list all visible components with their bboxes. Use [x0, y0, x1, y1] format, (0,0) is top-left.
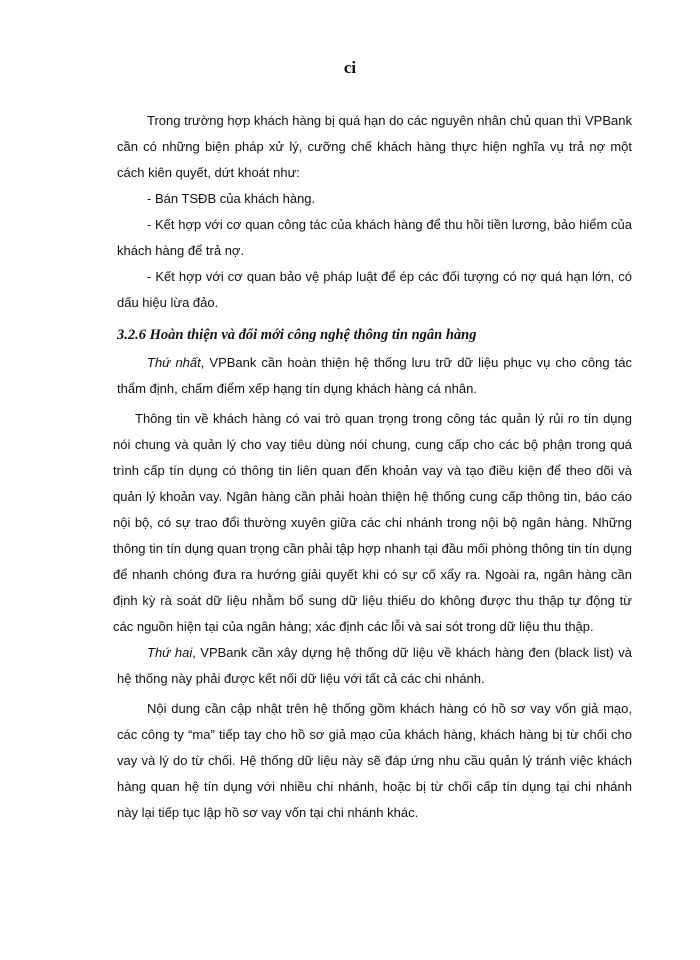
paragraph-overdue-measures: Trong trường hợp khách hàng bị quá hạn do các nguyên nhân chủ quan thì VPBank cần có những biện pháp xử lý, cưỡng chế khách hàng thực hiện nghĩa vụ trả nợ một cách kiên quyết, dứt khoát như: [117, 113, 632, 180]
second-point-label: Thứ hai [147, 645, 193, 660]
bullet-employer-cooperation: - Kết hợp với cơ quan công tác của khách hàng để thu hồi tiền lương, bảo hiểm của khách hàng để trả nợ. [117, 217, 632, 258]
first-point-label: Thứ nhất [147, 355, 201, 370]
second-point-text: , VPBank cần xây dựng hệ thống dữ liệu về khách hàng đen (black list) và hệ thống này phải được kết nối dữ liệu với tất cả các chi nhánh. [117, 645, 632, 686]
paragraph-customer-information: Thông tin về khách hàng có vai trò quan trọng trong công tác quản lý rủi ro tín dụng nói chung và quản lý cho vay tiêu dùng nói chung, cung cấp cho các bộ phận trong quá trình cấp tín dụng có thông tin liên quan đến khoản vay và tạo điều kiện để theo dõi và quản lý khoản vay. Ngân hàng cần phải hoàn thiện hệ thống cung cấp thông tin, báo cáo nội bộ, có sự trao đổi thường xuyên giữa các chi nhánh trong nội bộ ngân hàng. Những thông tin tín dụng quan trọng cần phải tập hợp nhanh tại đầu mối phòng thông tin tín dụng để nhanh chóng đưa ra hướng giải quyết khi có sự cố xẩy ra. Ngoài ra, ngân hàng cần định kỳ rà soát dữ liệu nhằm bổ sung dữ liệu thiếu do không được thu thập tự động từ các nguồn hiện tại của ngân hàng; xác định các lỗi và sai sót trong dữ liệu thu thập. [113, 411, 632, 634]
bullet-law-enforcement: - Kết hợp với cơ quan bảo vệ pháp luật để ép các đối tượng có nợ quá hạn lớn, có dấu hiệu lừa đảo. [117, 269, 632, 310]
first-point-text: , VPBank cần hoàn thiện hệ thống lưu trữ dữ liệu phục vụ cho công tác thẩm định, chấm điểm xếp hạng tín dụng khách hàng cá nhân. [117, 355, 632, 396]
section-heading: 3.2.6 Hoàn thiện và đổi mới công nghệ thông tin ngân hàng [117, 327, 477, 343]
bullet-sell-collateral: - Bán TSĐB của khách hàng. [147, 191, 316, 206]
paragraph-first-point [117, 350, 632, 402]
paragraph-blacklist-content: Nội dung cần cập nhật trên hệ thống gồm khách hàng có hồ sơ vay vốn giả mạo, các công ty “ma” tiếp tay cho hồ sơ giả mạo của khách hàng, khách hàng bị từ chối cho vay và lý do từ chối. Hệ thống dữ liệu này sẽ đáp ứng nhu cầu quản lý tránh việc khách hàng quan hệ tín dụng với nhiều chi nhánh, hoặc bị từ chối cấp tín dụng tại chi nhánh này lại tiếp tục lập hồ sơ vay vốn tại chi nhánh khác. [117, 701, 632, 820]
paragraph-second-point [117, 640, 632, 692]
document-body [113, 108, 632, 826]
page-number: ci [343, 58, 357, 77]
